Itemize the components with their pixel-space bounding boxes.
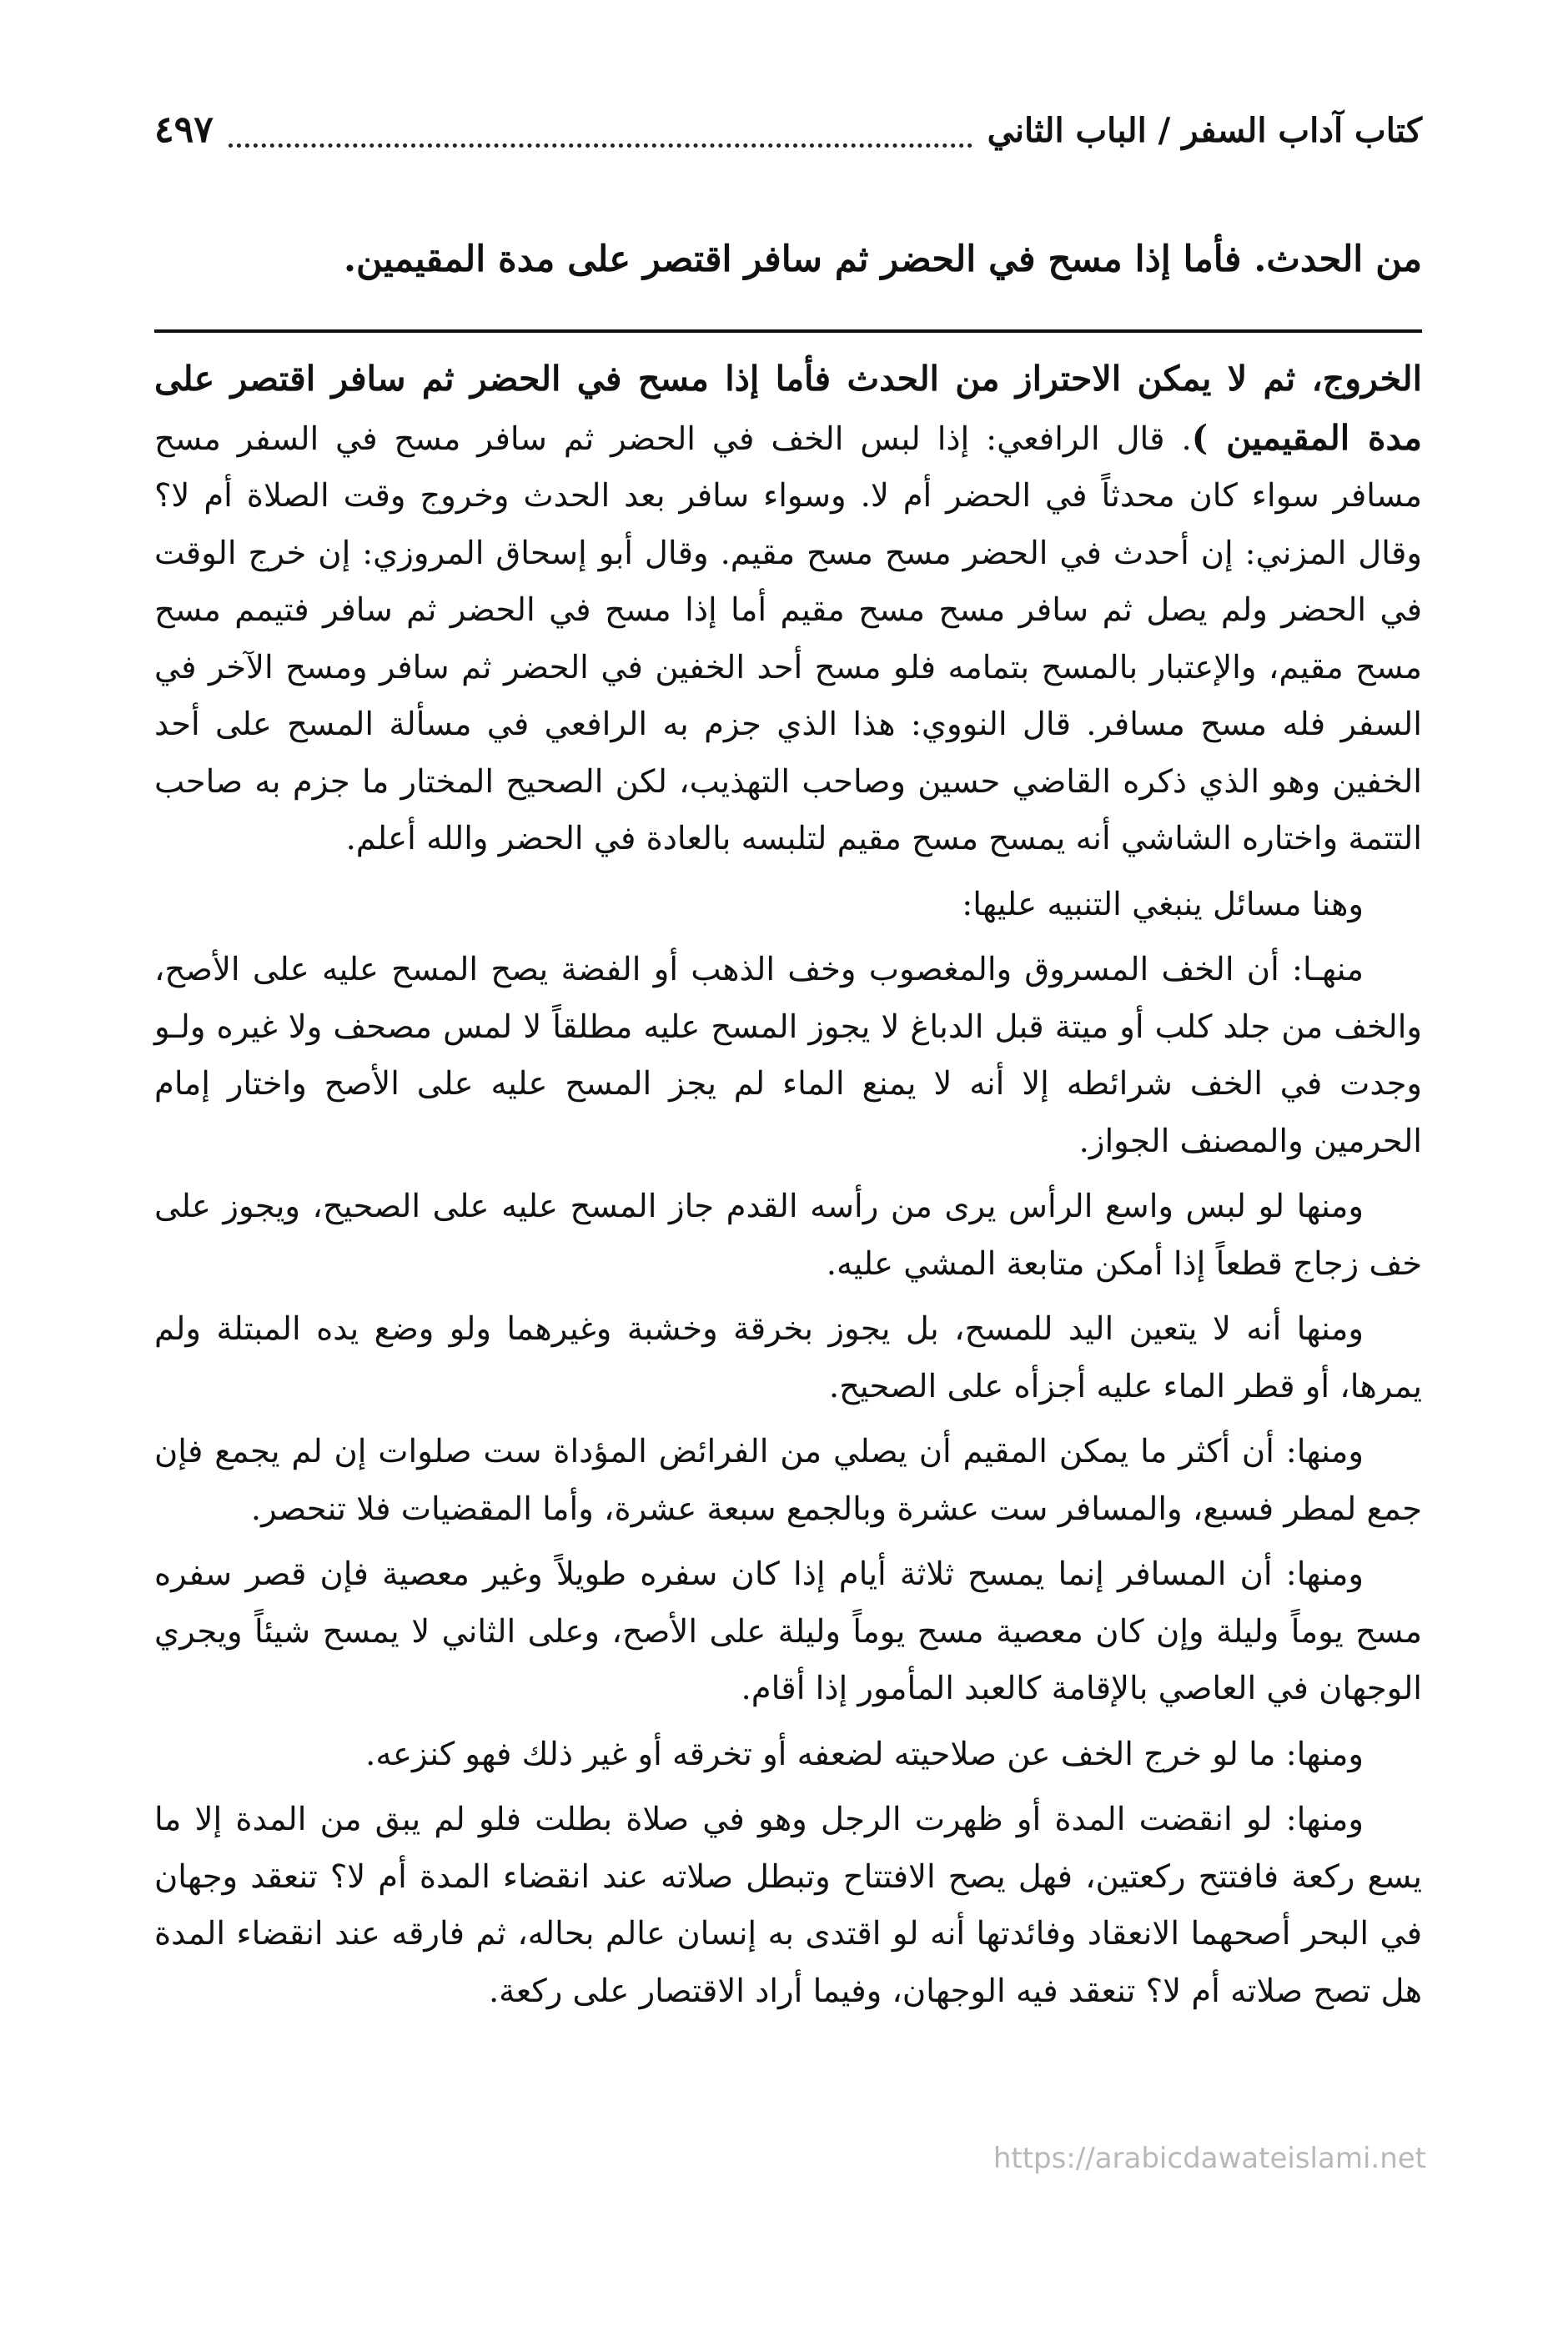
site-watermark: https://arabicdawateislami.net — [993, 2142, 1426, 2175]
main-text: من الحدث. فأما إذا مسح في الحضر ثم سافر اقتصر على مدة المقيمين. — [344, 239, 1422, 280]
quoted-head: الخروج، ثم لا يمكن الاحتراز من الحدث فأما إذا مسح في الحضر ثم سافر اقتصر على مدة المقيمين ) — [154, 359, 1422, 458]
footnote-divider — [154, 329, 1422, 333]
issue-paragraph: ومنها: لو انقضت المدة أو ظهرت الرجل وهو في صلاة بطلت فلو لم يبق من المدة إلا ما يسع ركعة فافتتح ركعتين، فهل يصح الافتتاح وتبطل صلاته عند انقضاء المدة أم لا؟ تنعقد وجهان في البحر أصحهما الانعقاد وفائدتها أنه لو اقتدى به إنسان عالم بحاله، ثم فارقه عند انقضاء المدة هل تصح صلاته أم لا؟ تنعقد فيه الوجهان، وفيما أراد الاقتصار على ركعة. — [154, 1801, 1422, 2010]
issue-paragraph: منهـا: أن الخف المسروق والمغصوب وخف الذهب أو الفضة يصح المسح عليه على الأصح، والخف من جلد كلب أو ميتة قبل الدباغ لا يجوز المسح عليه مطلقاً لا لمس مصحف ولا غيره ولـو وجدت في الخف شرائطه إلا أنه لا يمنع الماء لم يجز المسح عليه على الأصح واختار إمام الحرمين والمصنف الجواز. — [154, 951, 1422, 1160]
issue-paragraph: ومنها: أن المسافر إنما يمسح ثلاثة أيام إذا كان سفره طويلاً وغير معصية فإن قصر سفره مسح يوماً وليلة وإن كان معصية مسح يوماً وليلة على الأصح، وعلى الثاني لا يمسح شيئاً ويجري الوجهان في العاصي بالإقامة كالعبد المأمور إذا أقام. — [154, 1556, 1422, 1707]
issues-intro: وهنا مسائل ينبغي التنبيه عليها: — [962, 885, 1364, 923]
chapter-title: كتاب آداب السفر / الباب الثاني — [987, 111, 1422, 150]
issue-paragraph: ومنها: أن أكثر ما يمكن المقيم أن يصلي من الفرائض المؤداة ست صلوات إن لم يجمع فإن جمع لمطر فسبع، والمسافر ست عشرة وبالجمع سبعة عشرة، وأما المقضيات فلا تنحصر. — [154, 1433, 1422, 1528]
commentary — [154, 350, 1422, 2028]
issue-paragraph: ومنها أنه لا يتعين اليد للمسح، بل يجوز بخرقة وخشبة وغيرهما ولو وضع يده المبتلة ولم يمرها، أو قطر الماء عليه أجزأه على الصحيح. — [154, 1310, 1422, 1405]
issue-paragraph: ومنها لو لبس واسع الرأس يرى من رأسه القدم جاز المسح عليه على الصحيح، ويجوز على خف زجاج قطعاً إذا أمكن متابعة المشي عليه. — [154, 1188, 1422, 1283]
commentary-opening — [154, 350, 1422, 868]
page-number: ٤٩٧ — [154, 108, 214, 151]
opening-paragraph: . قال الرافعي: إذا لبس الخف في الحضر ثم سافر مسح في السفر مسح مسافر سواء كان محدثاً في الحضر أم لا. وسواء سافر بعد الحدث وخروج وقت الصلاة أم لا؟ وقال المزني: إن أحدث في الحضر مسح مسح مقيم. وقال أبو إسحاق المروزي: إن خرج الوقت في الحضر ولم يصل ثم سافر مسح مسح مقيم أما إذا مسح في الحضر ثم سافر فتيمم مسح مسح مقيم، والإعتبار بالمسح بتمامه فلو مسح أحد الخفين في الحضر ثم سافر ومسح الآخر في السفر فله مسح مسافر. قال النووي: هذا الذي جزم به الرافعي في مسألة المسح على أحد الخفين وهو الذي ذكره القاضي حسين وصاحب التهذيب، لكن الصحيح المختار ما جزم به صاحب التتمة واختاره الشاشي أنه يمسح مسح مقيم لتلبسه بالعادة في الحضر والله أعلم. — [154, 420, 1422, 857]
issue-paragraph: ومنها: ما لو خرج الخف عن صلاحيته لضعفه أو تخرقه أو غير ذلك فهو كنزعه. — [365, 1735, 1364, 1773]
running-head — [154, 108, 1422, 167]
dotted-leader — [229, 137, 972, 148]
